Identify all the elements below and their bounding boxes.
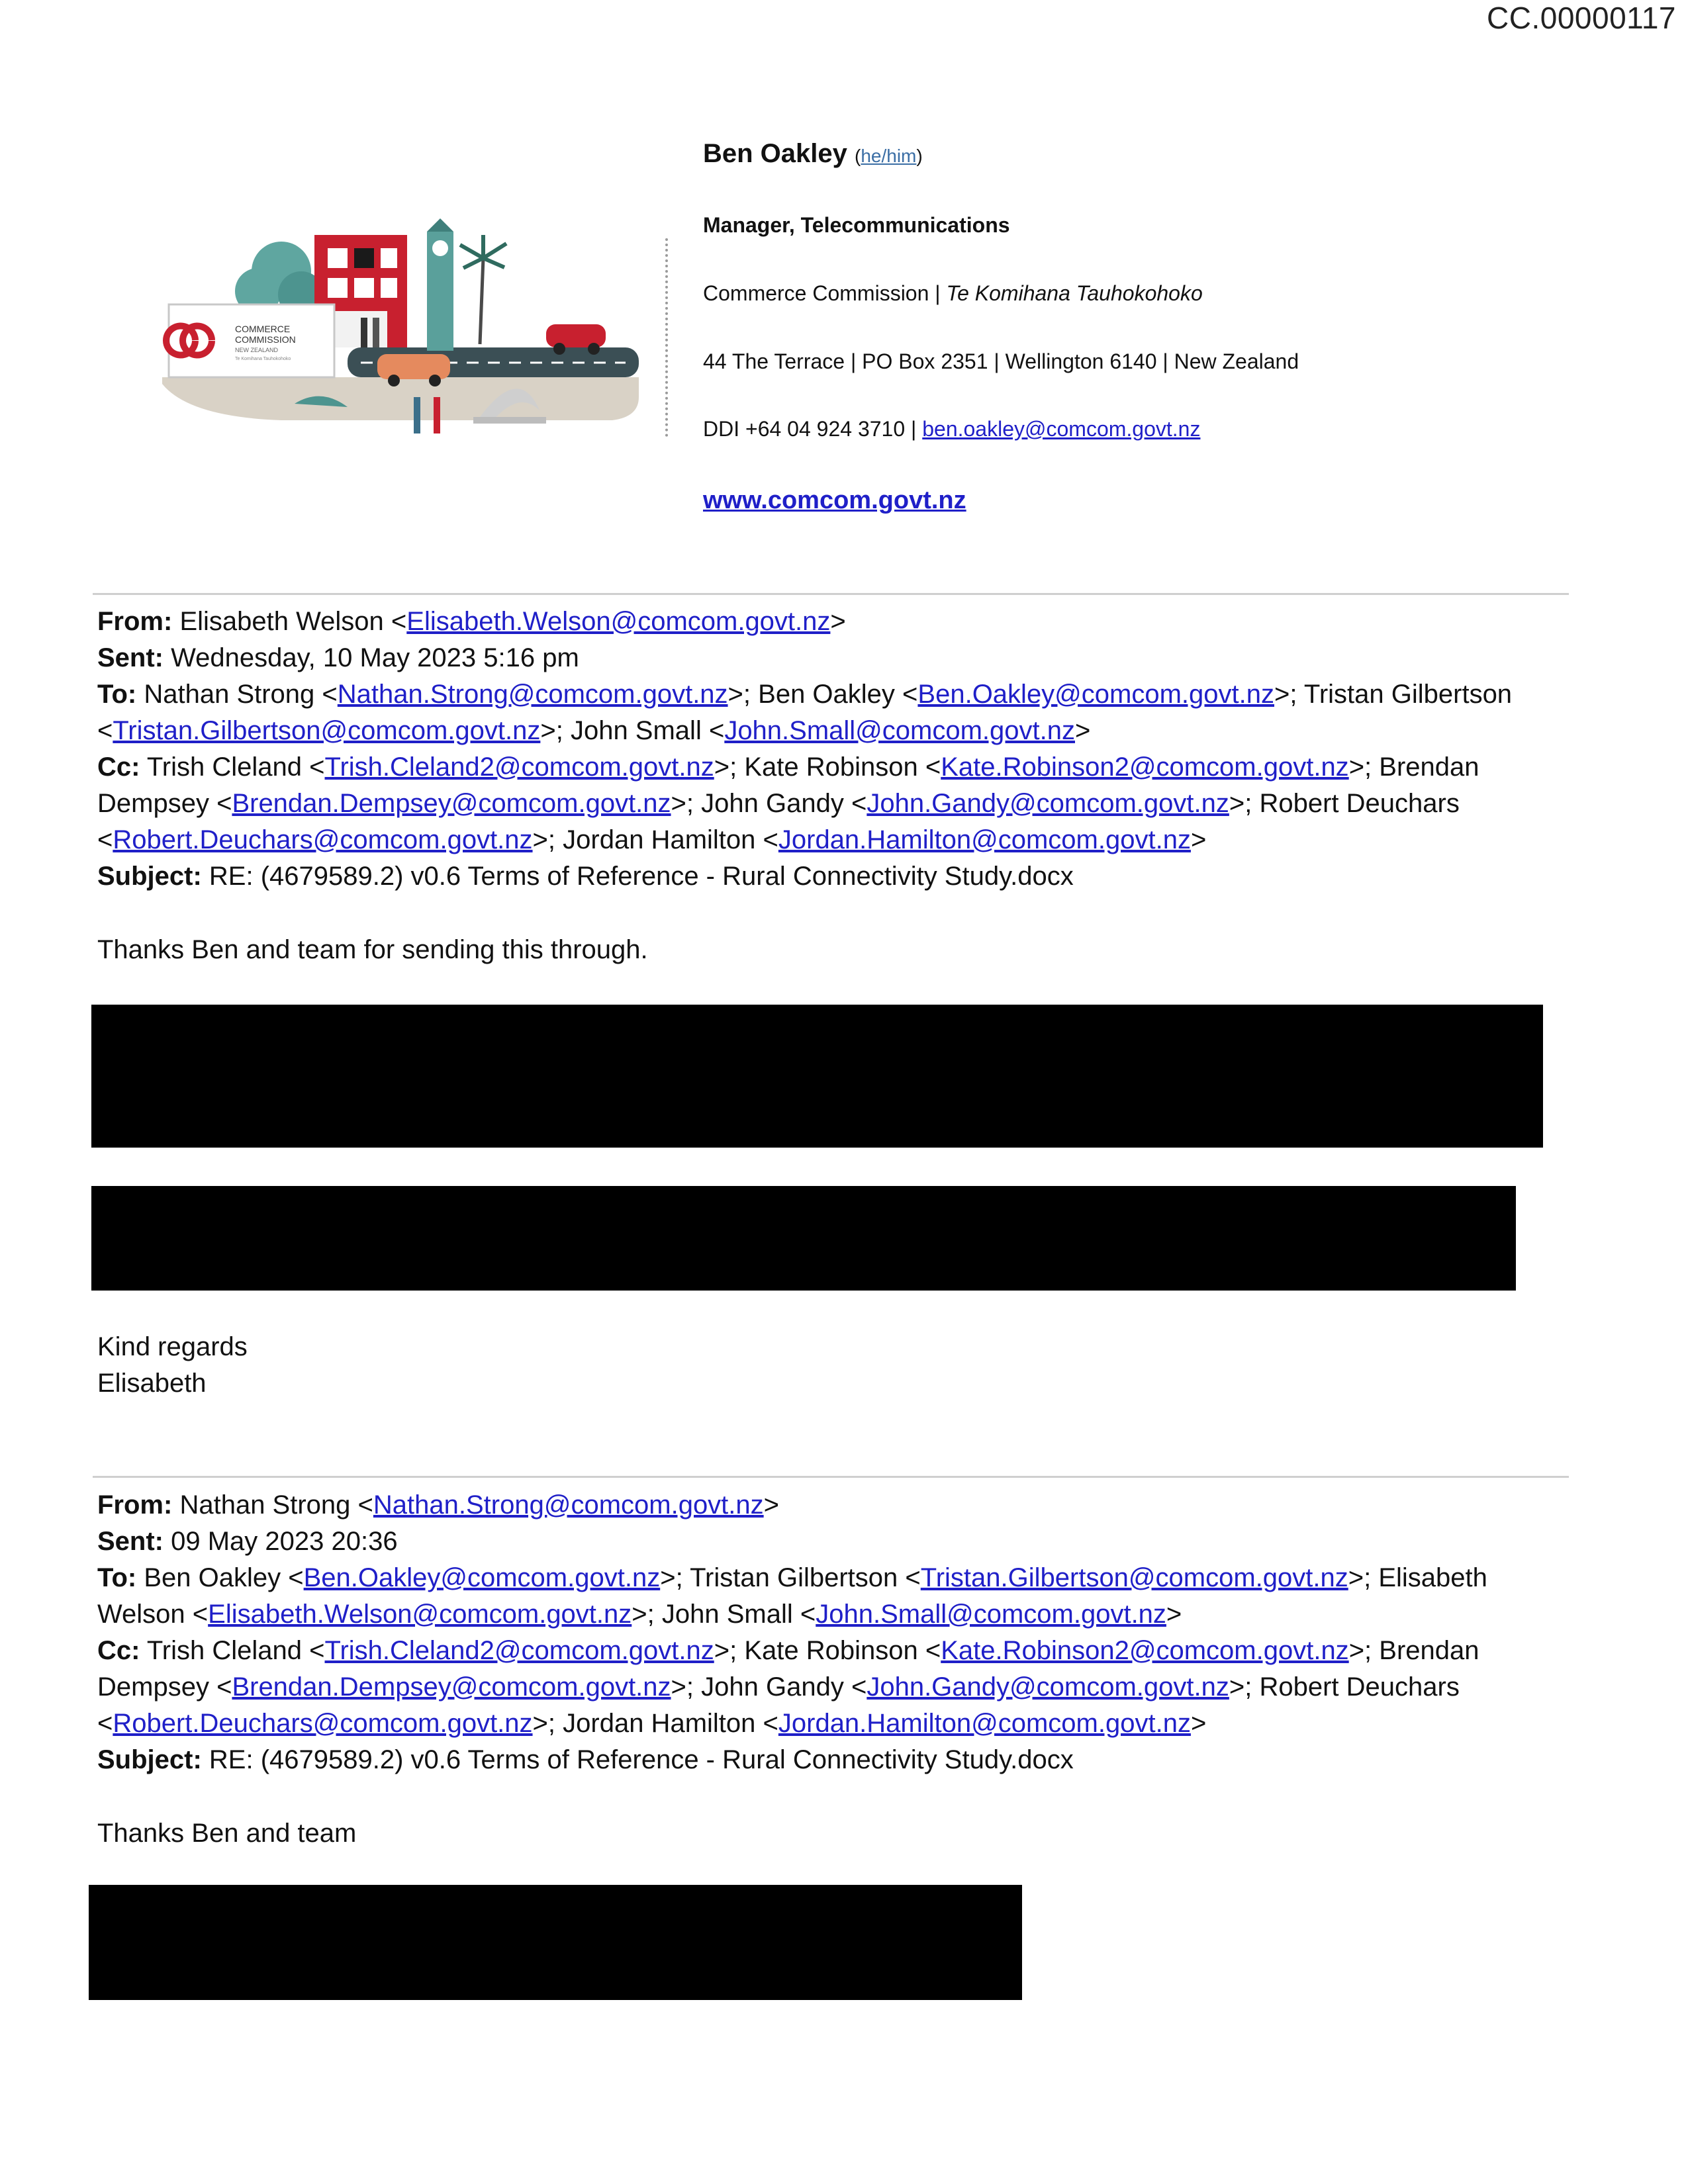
email-greeting: Thanks Ben and team for sending this through. <box>97 935 648 964</box>
cc-email-link[interactable]: Kate.Robinson2@comcom.govt.nz <box>941 1636 1349 1665</box>
email-greeting: Thanks Ben and team <box>97 1819 357 1848</box>
redaction-block <box>91 1005 1543 1148</box>
from-email-link[interactable]: Nathan.Strong@comcom.govt.nz <box>373 1490 764 1520</box>
cc-email-link[interactable]: Trish.Cleland2@comcom.govt.nz <box>324 752 714 782</box>
website-link[interactable]: www.comcom.govt.nz <box>703 486 966 514</box>
subject-line: Subject: RE: (4679589.2) v0.6 Terms of Reference - Rural Connectivity Study.docx <box>97 862 1074 891</box>
ddi-text: DDI +64 04 924 3710 | <box>703 417 917 441</box>
redaction-block <box>89 1885 1022 2000</box>
cc-email-link[interactable]: Brendan.Dempsey@comcom.govt.nz <box>232 1672 671 1702</box>
to-line: To: Ben Oakley <Ben.Oakley@comcom.govt.nz>; Tristan Gilbertson <Tristan.Gilbertson@comcom.govt.nz>; Elisabeth Welson <Elisabeth.Welson@comcom.govt.nz>; John Small <John.Small@comcom.govt.nz> <box>97 1563 1487 1629</box>
cc-email-link[interactable]: Brendan.Dempsey@comcom.govt.nz <box>232 789 671 818</box>
cc-line: Cc: Trish Cleland <Trish.Cleland2@comcom.govt.nz>; Kate Robinson <Kate.Robinson2@comcom.govt.nz>; Brendan Dempsey <Brendan.Dempsey@comcom.govt.nz>; John Gandy <John.Gandy@comcom.govt.nz>; Robert Deuchars <Robert.Deuchars@comcom.govt.nz>; Jordan Hamilton <Jordan.Hamilton@comcom.govt.nz> <box>97 1636 1479 1738</box>
to-line: To: Nathan Strong <Nathan.Strong@comcom.govt.nz>; Ben Oakley <Ben.Oakley@comcom.govt.nz>; Tristan Gilbertson <Tristan.Gilbertson@comcom.govt.nz>; John Small <John.Small@comcom.govt.nz> <box>97 680 1513 745</box>
email-separator <box>93 593 1569 595</box>
email-signoff: Kind regards Elisabeth <box>97 1332 248 1398</box>
from-email-link[interactable]: Elisabeth.Welson@comcom.govt.nz <box>406 607 831 636</box>
email-header <box>97 604 1573 895</box>
org-maori-name: Te Komihana Tauhokohoko <box>946 281 1203 305</box>
cc-email-link[interactable]: John.Gandy@comcom.govt.nz <box>867 1672 1229 1702</box>
cc-email-link[interactable]: Trish.Cleland2@comcom.govt.nz <box>324 1636 714 1665</box>
signature-organisation: Commerce Commission | Te Komihana Tauhokohoko <box>703 281 1203 305</box>
recipient-email-link[interactable]: Ben.Oakley@comcom.govt.nz <box>917 680 1274 709</box>
cc-email-link[interactable]: John.Gandy@comcom.govt.nz <box>867 789 1229 818</box>
signature-email-link[interactable]: ben.oakley@comcom.govt.nz <box>922 417 1201 441</box>
logo-text-1: COMMERCE <box>235 324 291 334</box>
commerce-commission-logo <box>149 218 652 450</box>
cc-email-link[interactable]: Kate.Robinson2@comcom.govt.nz <box>941 752 1349 782</box>
recipient-email-link[interactable]: John.Small@comcom.govt.nz <box>816 1600 1166 1629</box>
signature-name-text: Ben Oakley <box>703 139 847 168</box>
pronouns-link[interactable]: he/him <box>861 146 917 166</box>
recipient-email-link[interactable]: Elisabeth.Welson@comcom.govt.nz <box>208 1600 632 1629</box>
recipient-email-link[interactable]: Ben.Oakley@comcom.govt.nz <box>303 1563 661 1592</box>
signature-website <box>703 486 966 515</box>
cc-email-link[interactable]: Robert.Deuchars@comcom.govt.nz <box>113 1709 533 1738</box>
signature-title: Manager, Telecommunications <box>703 213 1010 237</box>
signature-phone <box>703 417 1200 441</box>
recipient-email-link[interactable]: Nathan.Strong@comcom.govt.nz <box>337 680 728 709</box>
cc-email-link[interactable]: Robert.Deuchars@comcom.govt.nz <box>113 825 533 854</box>
email-header <box>97 1487 1573 1778</box>
org-name: Commerce Commission <box>703 281 929 305</box>
recipient-email-link[interactable]: Tristan.Gilbertson@comcom.govt.nz <box>113 716 541 745</box>
subject-line: Subject: RE: (4679589.2) v0.6 Terms of Reference - Rural Connectivity Study.docx <box>97 1745 1074 1774</box>
logo-text-4: Te Komihana Tauhokohoko <box>235 357 291 361</box>
recipient-email-link[interactable]: John.Small@comcom.govt.nz <box>724 716 1075 745</box>
document-id: CC.00000117 <box>1487 1 1676 35</box>
signature-name: Ben Oakley (he/him) <box>703 139 923 168</box>
signature-address: 44 The Terrace | PO Box 2351 | Wellington 6140 | New Zealand <box>703 349 1299 373</box>
redaction-block <box>91 1186 1516 1291</box>
from-line: From: Elisabeth Welson <Elisabeth.Welson@comcom.govt.nz> <box>97 607 846 636</box>
signature-divider <box>665 238 668 437</box>
logo-text-3: NEW ZEALAND <box>235 347 279 353</box>
sent-line: Sent: 09 May 2023 20:36 <box>97 1527 398 1556</box>
from-line: From: Nathan Strong <Nathan.Strong@comcom.govt.nz> <box>97 1490 780 1520</box>
cc-email-link[interactable]: Jordan.Hamilton@comcom.govt.nz <box>778 1709 1191 1738</box>
logo-text-2: COMMISSION <box>235 334 296 345</box>
cc-email-link[interactable]: Jordan.Hamilton@comcom.govt.nz <box>778 825 1191 854</box>
email-separator <box>93 1476 1569 1478</box>
sent-line: Sent: Wednesday, 10 May 2023 5:16 pm <box>97 643 579 672</box>
recipient-email-link[interactable]: Tristan.Gilbertson@comcom.govt.nz <box>920 1563 1348 1592</box>
cc-line: Cc: Trish Cleland <Trish.Cleland2@comcom.govt.nz>; Kate Robinson <Kate.Robinson2@comcom.govt.nz>; Brendan Dempsey <Brendan.Dempsey@comcom.govt.nz>; John Gandy <John.Gandy@comcom.govt.nz>; Robert Deuchars <Robert.Deuchars@comcom.govt.nz>; Jordan Hamilton <Jordan.Hamilton@comcom.govt.nz> <box>97 752 1479 854</box>
